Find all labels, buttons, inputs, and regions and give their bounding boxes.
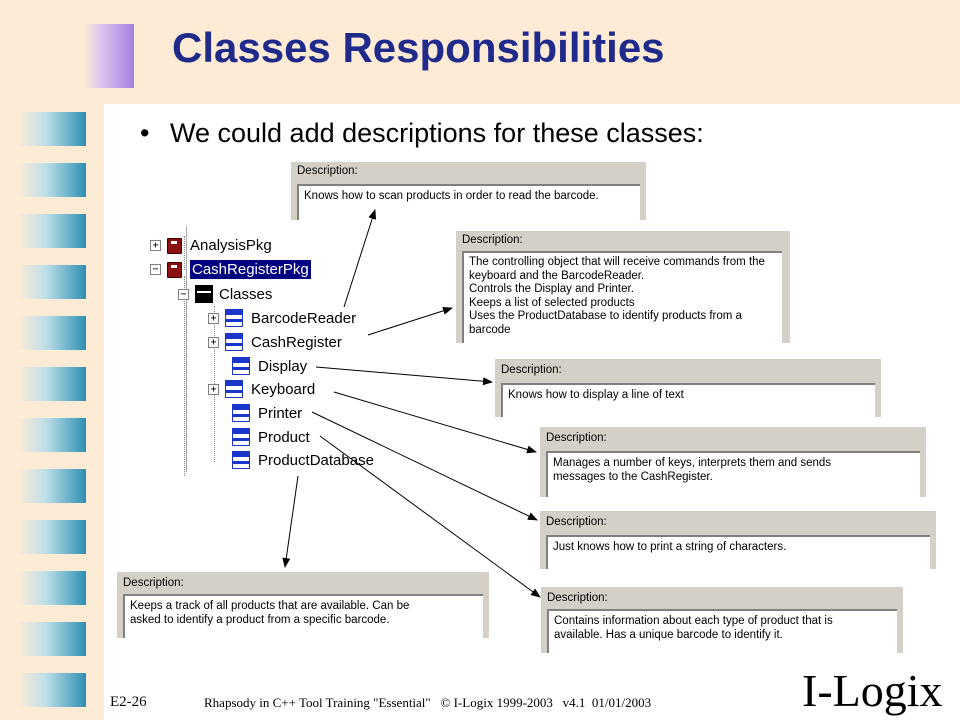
- expand-icon[interactable]: +: [208, 313, 219, 324]
- arrow-product: [320, 436, 540, 597]
- description-text[interactable]: Just knows how to print a string of characters.: [546, 535, 930, 569]
- description-label: Description:: [462, 234, 523, 246]
- expand-icon[interactable]: +: [208, 337, 219, 348]
- arrow-printer: [312, 412, 537, 520]
- tree-item-label: AnalysisPkg: [190, 236, 272, 254]
- tree-item-label: Classes: [219, 285, 273, 303]
- tree-item-label: ProductDatabase: [258, 451, 374, 469]
- slide-number: E2-26: [110, 694, 147, 710]
- tree-item-label: Product: [258, 428, 310, 446]
- ilogix-logo: I-Logix: [802, 665, 943, 716]
- tree-item-label: Display: [258, 357, 308, 375]
- description-label: Description:: [297, 165, 358, 177]
- expand-icon[interactable]: +: [150, 240, 161, 251]
- description-text[interactable]: The controlling object that will receive commands from the keyboard and the BarcodeReader. Controls the Display and Printer. Keeps a list of selected products Uses the ProductDatabase to identify products from a barcode: [462, 251, 782, 343]
- arrow-keyboard: [334, 392, 536, 452]
- tree-item-label: CashRegister: [251, 333, 342, 351]
- description-label: Description:: [546, 516, 607, 528]
- tree-item-label: BarcodeReader: [251, 309, 357, 327]
- tree-item-label: Printer: [258, 404, 303, 422]
- arrow-productdatabase: [285, 476, 298, 567]
- description-text[interactable]: Contains information about each type of product that is available. Has a unique barcode to identify it.: [547, 609, 897, 653]
- arrow-cashregister: [368, 308, 452, 335]
- bullet-text: We could add descriptions for these classes:: [170, 118, 704, 148]
- bullet-icon: •: [140, 118, 150, 148]
- tree-item-label: Keyboard: [251, 380, 316, 398]
- description-text[interactable]: Knows how to display a line of text: [501, 383, 875, 417]
- description-label: Description:: [546, 432, 607, 444]
- expand-icon[interactable]: +: [208, 384, 219, 395]
- arrow-display: [316, 367, 492, 382]
- arrow-barcodereader: [344, 210, 375, 307]
- collapse-icon[interactable]: −: [178, 289, 189, 300]
- description-label: Description:: [123, 577, 184, 589]
- description-text[interactable]: Knows how to scan products in order to read the barcode.: [297, 184, 640, 220]
- page-title: Classes Responsibilities: [172, 24, 665, 71]
- collapse-icon[interactable]: −: [150, 264, 161, 275]
- description-text[interactable]: Manages a number of keys, interprets them and sends messages to the CashRegister.: [546, 451, 920, 497]
- footer-text: Rhapsody in C++ Tool Training "Essential" © I-Logix 1999-2003 v4.1 01/01/2003: [204, 695, 652, 710]
- description-label: Description:: [547, 592, 608, 604]
- tree-item-label: CashRegisterPkg: [192, 260, 309, 278]
- description-text[interactable]: Keeps a track of all products that are available. Can be asked to identify a product from a specific barcode.: [123, 594, 483, 638]
- description-label: Description:: [501, 364, 562, 376]
